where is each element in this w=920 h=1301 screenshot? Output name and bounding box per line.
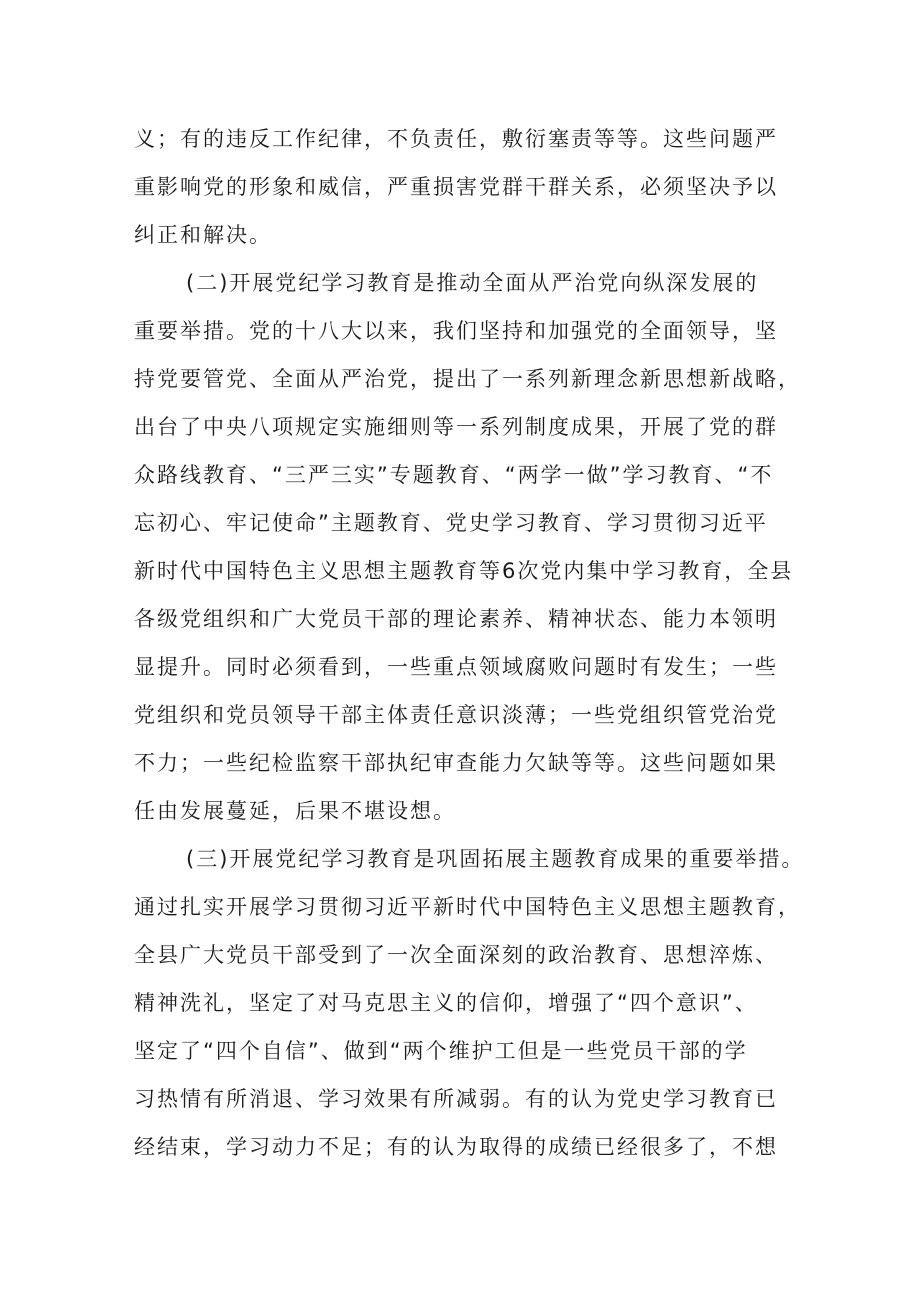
text-line: 众路线教育、“三严三实”专题教育、“两学一做”学习教育、“不: [134, 463, 774, 487]
text-line: 任由发展蔓延，后果不堪设想。: [134, 799, 456, 823]
text-line: 忘初心、牢记使命”主题教育、党史学习教育、学习贯彻习近平: [134, 511, 768, 535]
text-line: 出台了中央八项规定实施细则等一系列制度成果，开展了党的群: [134, 415, 778, 439]
section-heading-line: (三)开展党纪学习教育是巩固拓展主题教育成果的重要举措。: [186, 847, 805, 871]
text-line: 通过扎实开展学习贯彻习近平新时代中国特色主义思想主题教育，: [134, 895, 801, 919]
text-line: 党组织和党员领导干部主体责任意识淡薄；一些党组织管党治党: [134, 703, 778, 727]
text-line: 全县广大党员干部受到了一次全面深刻的政治教育、思想淬炼、: [134, 943, 778, 967]
text-line: 坚定了“四个自信”、做到“两个维护工但是一些党员干部的学: [134, 1039, 748, 1063]
text-line: 习热情有所消退、学习效果有所减弱。有的认为党史学习教育已: [134, 1087, 778, 1111]
text-line: 纠正和解决。: [134, 223, 272, 247]
text-line: 精神洗礼，坚定了对马克思主义的信仰，增强了“四个意识”、: [134, 991, 758, 1015]
text-line: 不力；一些纪检监察干部执纪审查能力欠缺等等。这些问题如果: [134, 751, 778, 775]
text-line: 经结束，学习动力不足；有的认为取得的成绩已经很多了，不想: [134, 1135, 778, 1159]
section-heading-line: (二)开展党纪学习教育是推动全面从严治党向纵深发展的: [186, 271, 759, 295]
text-line: 显提升。同时必须看到，一些重点领域腐败问题时有发生；一些: [134, 655, 778, 679]
text-line: 新时代中国特色主义思想主题教育等6次党内集中学习教育，全县: [134, 559, 794, 583]
text-line: 重要举措。党的十八大以来，我们坚持和加强党的全面领导，坚: [134, 319, 778, 343]
text-line: 重影响党的形象和威信，严重损害党群干群关系，必须坚决予以: [134, 175, 778, 199]
text-line: 各级党组织和广大党员干部的理论素养、精神状态、能力本领明: [134, 607, 778, 631]
text-line: 持党要管党、全面从严治党，提出了一系列新理念新思想新战略，: [134, 367, 801, 391]
text-line: 义；有的违反工作纪律，不负责任，敷衍塞责等等。这些问题严: [134, 127, 778, 151]
